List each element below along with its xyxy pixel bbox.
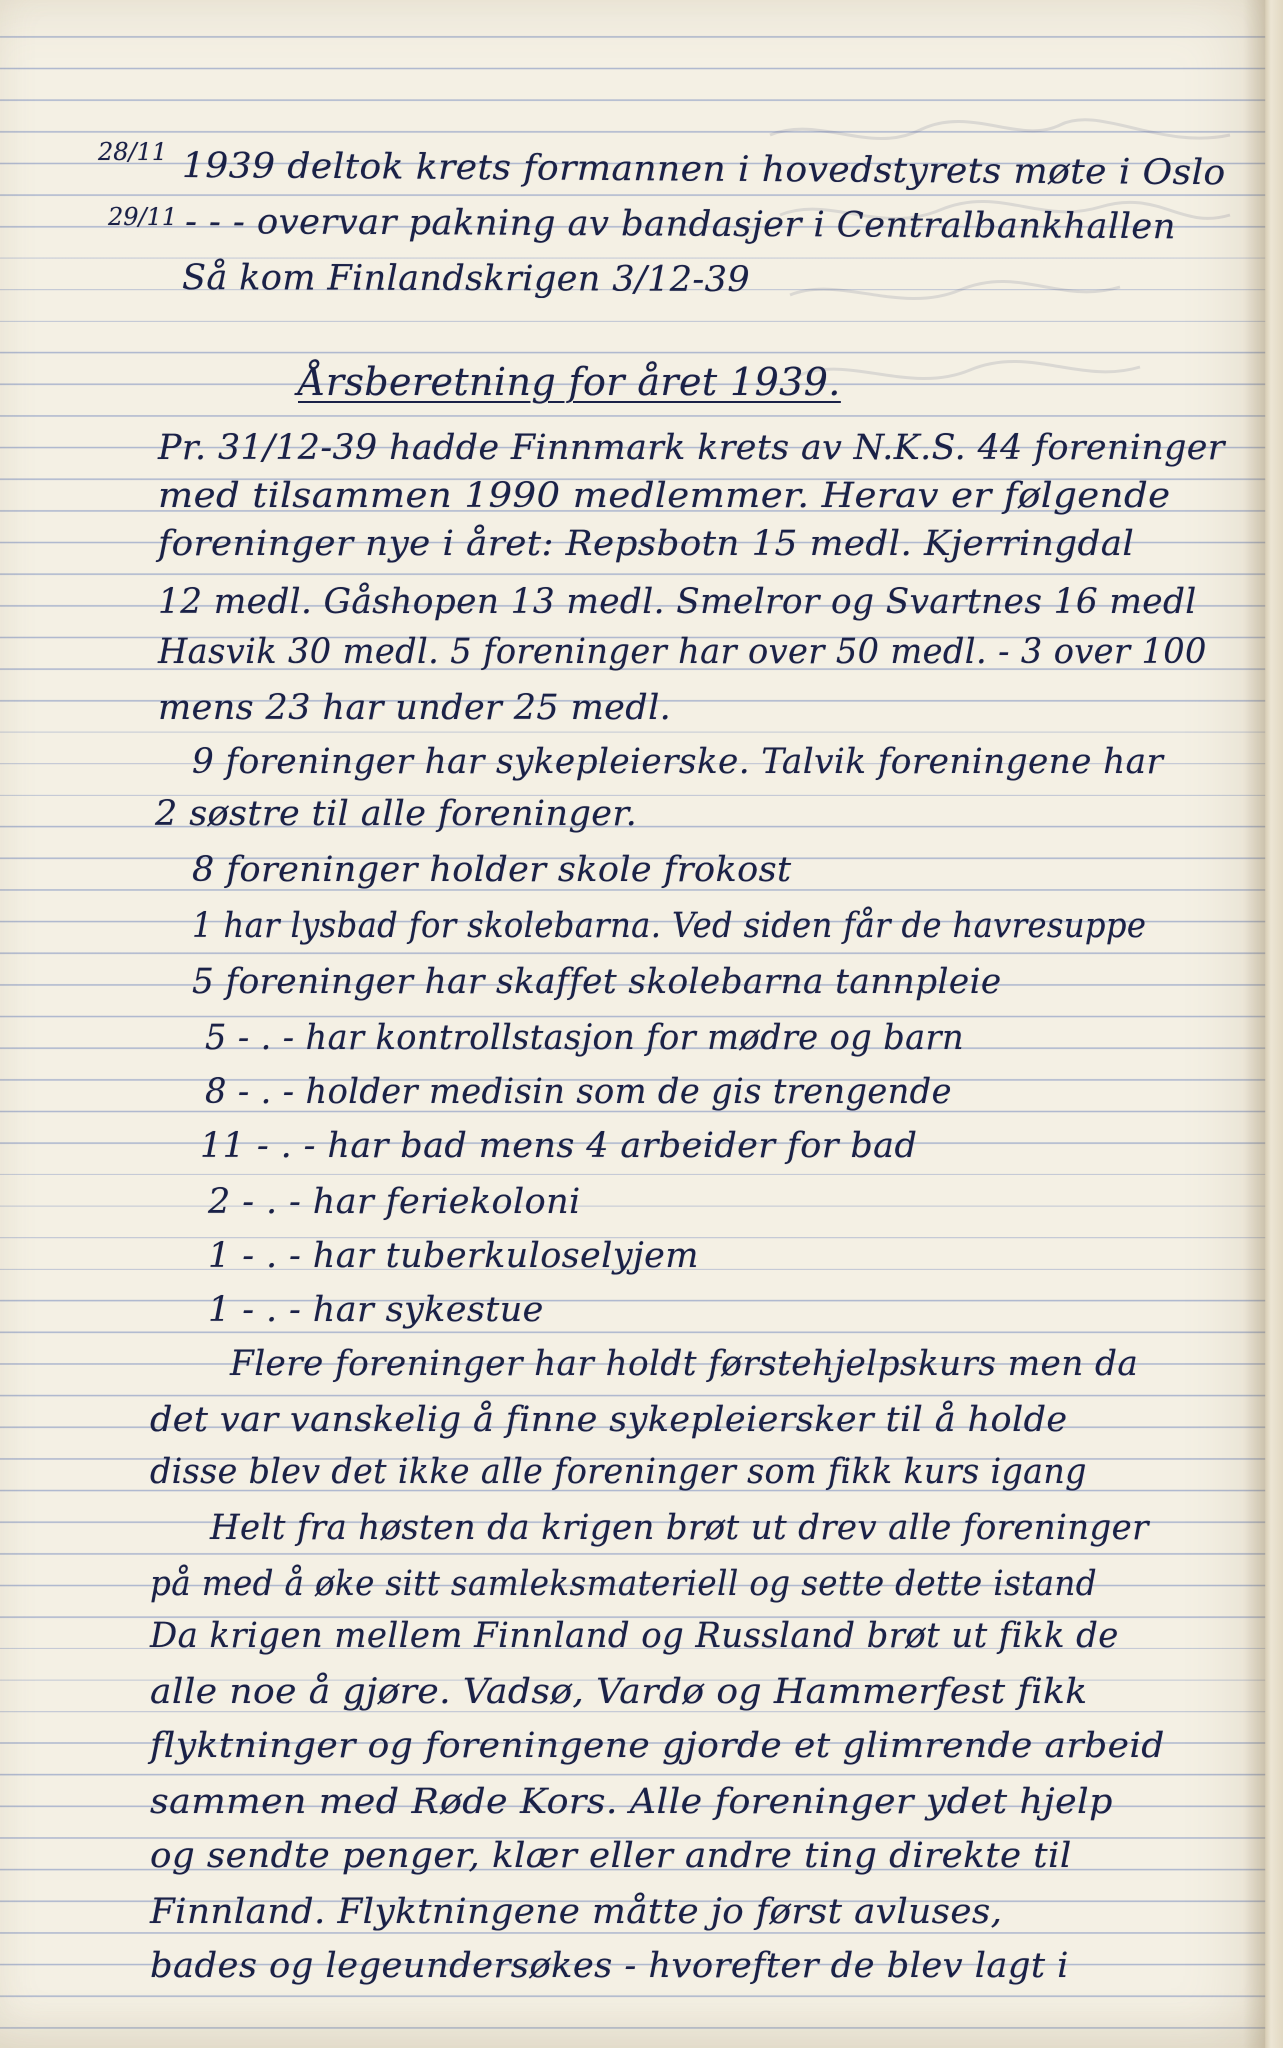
report-line: 5 foreninger har skaffet skolebarna tannpleie (192, 962, 1002, 1002)
report-line: 5 - . - har kontrollstasjon for mødre og barn (205, 1018, 964, 1058)
report-line: 1 - . - har sykestue (208, 1290, 544, 1330)
report-line: Pr. 31/12-39 hadde Finnmark krets av N.K.S. 44 foreninger (158, 428, 1225, 468)
report-line: 1 har lysbad for skolebarna. Ved siden får de havresuppe (192, 906, 1147, 946)
report-line: 11 - . - har bad mens 4 arbeider for bad (200, 1126, 918, 1166)
report-line: Da krigen mellem Finnland og Russland brøt ut fikk de (150, 1616, 1119, 1656)
report-line: 2 - . - har feriekoloni (208, 1182, 581, 1222)
entry-date-1: 28/11 (98, 138, 168, 166)
report-line: på med å øke sitt samleksmateriell og sette dette istand (150, 1564, 1097, 1604)
journal-entry-3: Så kom Finlandskrigen 3/12-39 (181, 258, 751, 300)
report-line: 9 foreninger har sykepleierske. Talvik foreningene har (192, 742, 1164, 782)
report-line: 8 - . - holder medisin som de gis trengende (205, 1072, 952, 1112)
report-line: 1 - . - har tuberkuloselyjem (208, 1236, 699, 1276)
report-line: bades og legeundersøkes - hvorefter de blev lagt i (150, 1946, 1069, 1986)
report-line: sammen med Røde Kors. Alle foreninger ydet hjelp (150, 1782, 1113, 1822)
journal-entry-2: - - - overvar pakning av bandasjer i Centralbankhallen (184, 202, 1176, 248)
report-line: Helt fra høsten da krigen brøt ut drev alle foreninger (210, 1508, 1149, 1548)
report-line: og sendte penger, klær eller andre ting direkte til (150, 1836, 1072, 1876)
report-line: alle noe å gjøre. Vadsø, Vardø og Hammerfest fikk (150, 1672, 1088, 1712)
report-line: disse blev det ikke alle foreninger som fikk kurs igang (150, 1452, 1087, 1492)
report-line: mens 23 har under 25 medl. (158, 688, 672, 728)
report-title: Årsberetning for året 1939. (298, 360, 841, 404)
report-line: Flere foreninger har holdt førstehjelpskurs men da (230, 1344, 1139, 1384)
report-line: det var vanskelig å finne sykepleiersker til å holde (150, 1400, 1068, 1440)
entry-date-2: 29/11 (108, 203, 178, 231)
report-line: 2 søstre til alle foreninger. (155, 794, 638, 834)
journal-entry-1: 1939 deltok krets formannen i hovedstyrets møte i Oslo (181, 146, 1226, 194)
page-gutter (1243, 0, 1283, 2048)
report-line: Hasvik 30 medl. 5 foreninger har over 50 medl. - 3 over 100 (158, 632, 1207, 672)
report-line: flyktninger og foreningene gjorde et glimrende arbeid (150, 1726, 1165, 1766)
report-line: Finnland. Flyktningene måtte jo først avluses, (150, 1892, 1003, 1932)
report-line: foreninger nye i året: Repsbotn 15 medl. Kjerringdal (158, 524, 1135, 564)
report-line: med tilsammen 1990 medlemmer. Herav er følgende (158, 476, 1171, 516)
report-line: 12 medl. Gåshopen 13 medl. Smelror og Svartnes 16 medl (158, 582, 1197, 622)
report-line: 8 foreninger holder skole frokost (192, 850, 792, 890)
